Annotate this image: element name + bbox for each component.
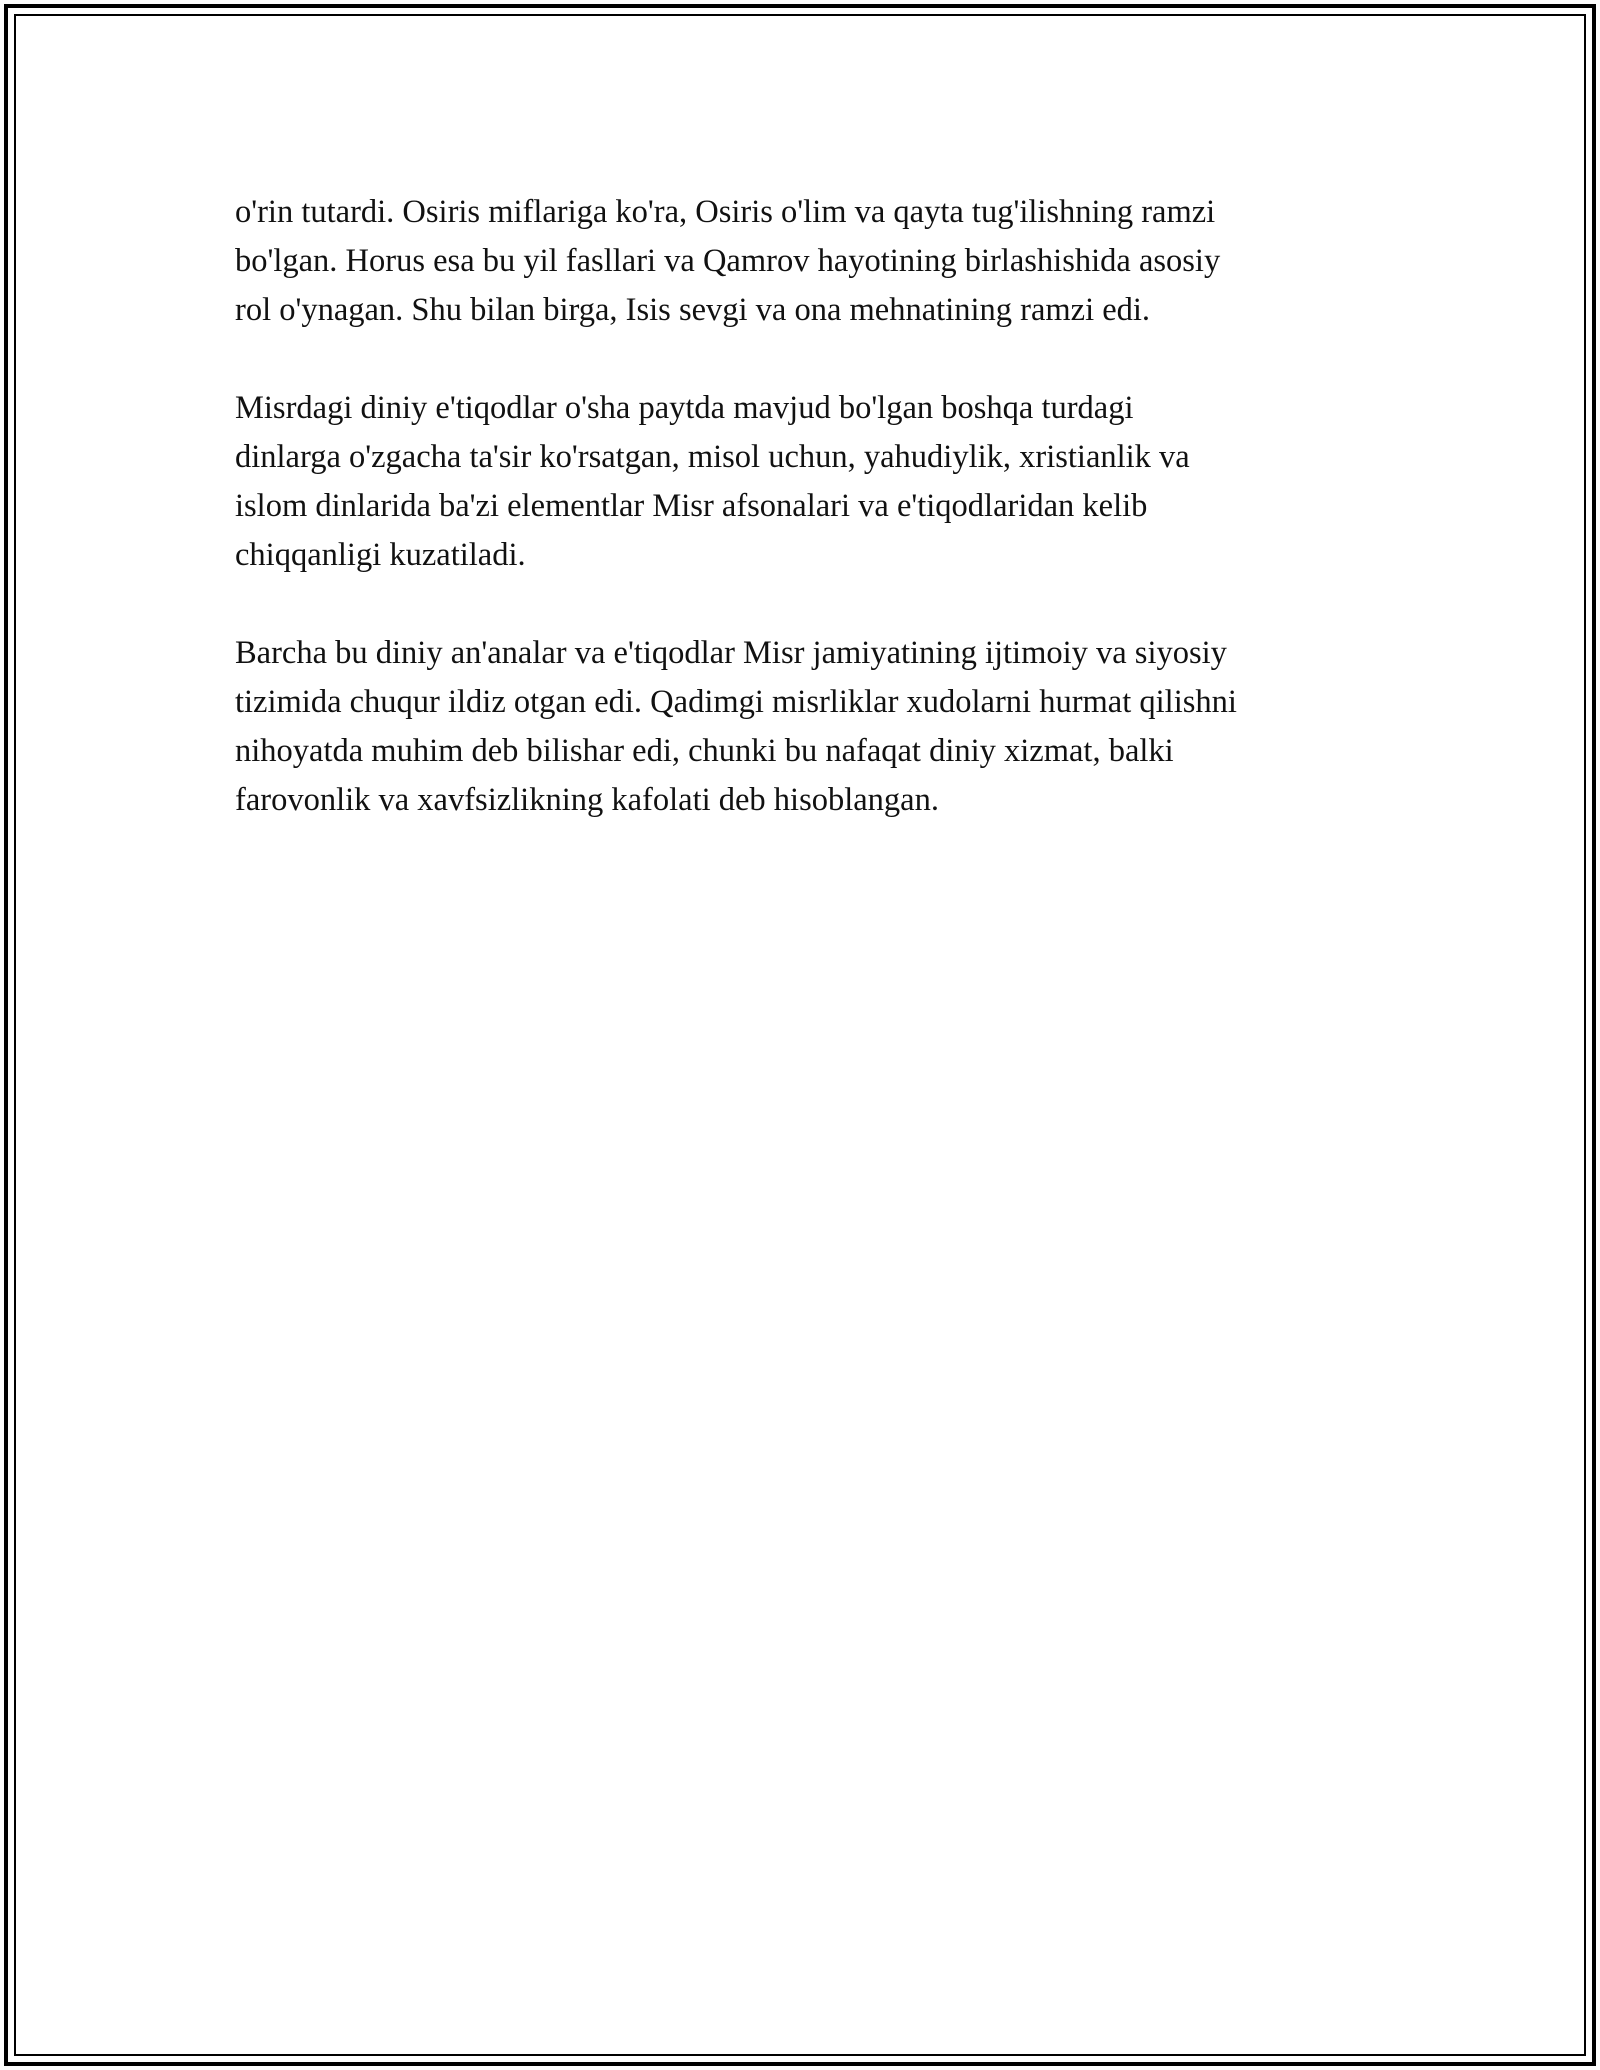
paragraph-line: tizimida chuqur ildiz otgan edi. Qadimgi misrliklar xudolarni hurmat qilishni <box>235 684 1237 720</box>
paragraph-line: chiqqanligi kuzatiladi. <box>235 537 526 573</box>
paragraph-line: Barcha bu diniy an'analar va e'tiqodlar Misr jamiyatining ijtimoiy va siyosiy <box>235 635 1227 671</box>
paragraph-2 <box>235 384 1395 580</box>
document-body <box>235 188 1395 874</box>
paragraph-line: nihoyatda muhim deb bilishar edi, chunki bu nafaqat diniy xizmat, balki <box>235 733 1174 769</box>
paragraph-line: islom dinlarida ba'zi elementlar Misr afsonalari va e'tiqodlaridan kelib <box>235 488 1148 524</box>
paragraph-line: Misrdagi diniy e'tiqodlar o'sha paytda mavjud bo'lgan boshqa turdagi <box>235 390 1134 426</box>
paragraph-3 <box>235 629 1395 825</box>
paragraph-line: rol o'ynagan. Shu bilan birga, Isis sevgi va ona mehnatining ramzi edi. <box>235 292 1151 328</box>
paragraph-line: farovonlik va xavfsizlikning kafolati deb hisoblangan. <box>235 782 939 818</box>
paragraph-line: dinlarga o'zgacha ta'sir ko'rsatgan, misol uchun, yahudiylik, xristianlik va <box>235 439 1190 475</box>
paragraph-line: o'rin tutardi. Osiris miflariga ko'ra, Osiris o'lim va qayta tug'ilishning ramzi <box>235 194 1216 230</box>
paragraph-1 <box>235 188 1395 335</box>
paragraph-line: bo'lgan. Horus esa bu yil fasllari va Qamrov hayotining birlashishida asosiy <box>235 243 1221 279</box>
